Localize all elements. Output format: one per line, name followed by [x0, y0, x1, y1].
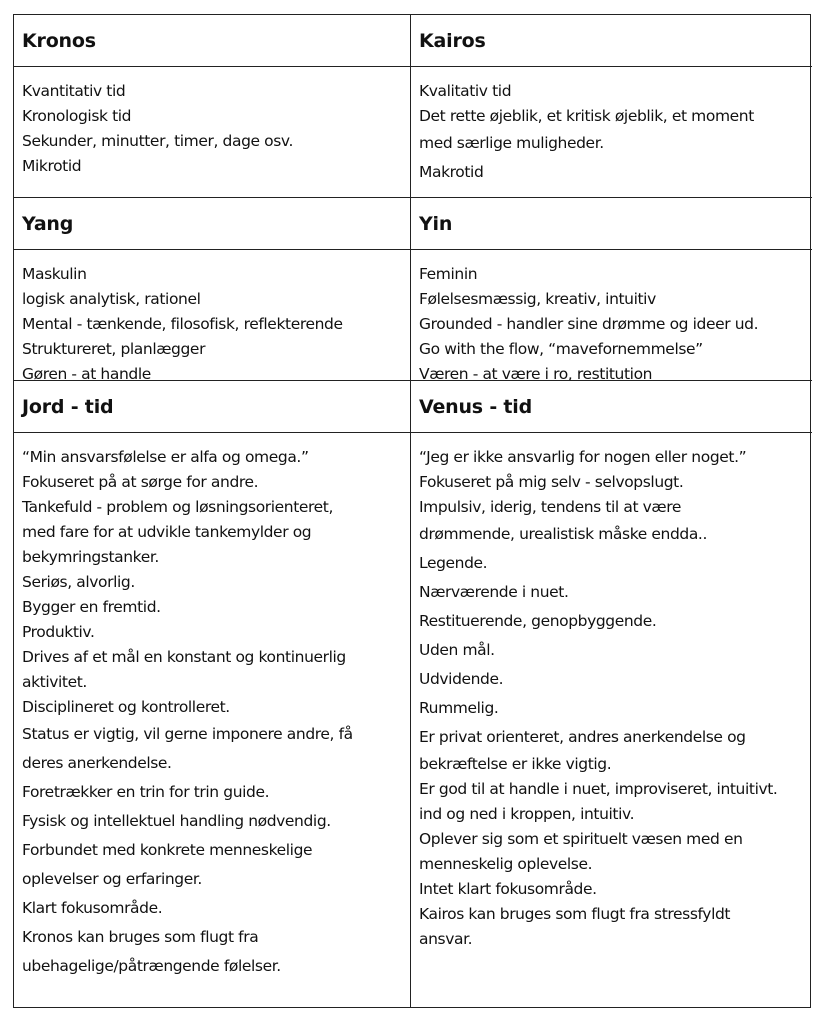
text-line: “Jeg er ikke ansvarlig for nogen eller noget.” [419, 448, 747, 466]
cell-kairos-body [411, 67, 812, 198]
text-line: Fokuseret på at sørge for andre. [22, 473, 259, 491]
heading-text: Kronos [22, 29, 96, 52]
text-line: Mental - tænkende, filosofisk, reflekterende [22, 315, 343, 333]
text-line: med fare for at udvikle tankemylder og [22, 523, 312, 541]
text-line: Go with the flow, “mavefornemmelse” [419, 340, 703, 358]
text-line: logisk analytisk, rationel [22, 290, 201, 308]
text-line: Fysisk og intellektuel handling nødvendig. [22, 812, 331, 830]
cell-yang-body [14, 250, 411, 381]
text-line: Følelsesmæssig, kreativ, intuitiv [419, 290, 656, 308]
text-line: Udvidende. [419, 670, 504, 688]
text-line: Feminin [419, 265, 478, 283]
text-line: Klart fokusområde. [22, 899, 163, 917]
text-line: Impulsiv, iderig, tendens til at være [419, 498, 682, 516]
text-line: Status er vigtig, vil gerne imponere andre, få [22, 725, 353, 743]
text-line: Restituerende, genopbyggende. [419, 612, 657, 630]
text-line: Sekunder, minutter, timer, dage osv. [22, 132, 294, 150]
cell-yin-body [411, 250, 812, 381]
text-line: Rummelig. [419, 699, 499, 717]
cell-jord-tid-body [14, 433, 411, 1007]
text-line: deres anerkendelse. [22, 754, 172, 772]
text-line: Er privat orienteret, andres anerkendelse og [419, 728, 746, 746]
text-line: ind og ned i kroppen, intuitiv. [419, 805, 635, 823]
text-line: ansvar. [419, 930, 473, 948]
cell-kronos-body [14, 67, 411, 198]
text-line: Seriøs, alvorlig. [22, 573, 135, 591]
text-line: Grounded - handler sine drømme og ideer ud. [419, 315, 759, 333]
text-line: bekymringstanker. [22, 548, 159, 566]
text-line: Nærværende i nuet. [419, 583, 569, 601]
heading-text: Jord - tid [22, 395, 114, 418]
text-line: Tankefuld - problem og løsningsorienteret, [22, 498, 334, 516]
text-line: menneskelig oplevelse. [419, 855, 593, 873]
text-line: Kairos kan bruges som flugt fra stressfyldt [419, 905, 731, 923]
text-line: Væren - at være i ro, restitution [419, 365, 653, 381]
heading-text: Yin [419, 212, 453, 235]
heading-venus-tid [411, 381, 812, 433]
heading-text: Venus - tid [419, 395, 533, 418]
text-line: Kronologisk tid [22, 107, 132, 125]
text-line: Foretrækker en trin for trin guide. [22, 783, 270, 801]
text-line: Oplever sig som et spirituelt væsen med en [419, 830, 743, 848]
text-line: aktivitet. [22, 673, 87, 691]
text-line: Fokuseret på mig selv - selvopslugt. [419, 473, 684, 491]
heading-kairos [411, 15, 812, 67]
heading-yin [411, 198, 812, 250]
heading-jord-tid [14, 381, 411, 433]
text-line: Bygger en fremtid. [22, 598, 161, 616]
text-line: Legende. [419, 554, 488, 572]
text-line: ubehagelige/påtrængende følelser. [22, 957, 281, 975]
comparison-table [13, 14, 811, 1008]
text-line: Drives af et mål en konstant og kontinuerlig [22, 648, 346, 666]
text-line: Kvantitativ tid [22, 82, 126, 100]
text-line: Forbundet med konkrete menneskelige [22, 841, 313, 859]
text-line: Kronos kan bruges som flugt fra [22, 928, 259, 946]
text-line: Makrotid [419, 163, 484, 181]
text-line: Gøren - at handle [22, 365, 151, 381]
heading-kronos [14, 15, 411, 67]
heading-yang [14, 198, 411, 250]
cell-venus-tid-body [411, 433, 812, 1007]
text-line: bekræftelse er ikke vigtig. [419, 755, 612, 773]
text-line: Struktureret, planlægger [22, 340, 206, 358]
text-line: Maskulin [22, 265, 87, 283]
text-line: drømmende, urealistisk måske endda.. [419, 525, 707, 543]
text-line: Produktiv. [22, 623, 95, 641]
text-line: Er god til at handle i nuet, improviseret, intuitivt. [419, 780, 778, 798]
heading-text: Yang [22, 212, 74, 235]
heading-text: Kairos [419, 29, 486, 52]
text-line: Intet klart fokusområde. [419, 880, 597, 898]
text-line: Mikrotid [22, 157, 82, 175]
text-line: Disciplineret og kontrolleret. [22, 698, 230, 716]
text-line: oplevelser og erfaringer. [22, 870, 202, 888]
text-line: Det rette øjeblik, et kritisk øjeblik, et moment [419, 107, 754, 125]
text-line: Uden mål. [419, 641, 495, 659]
text-line: “Min ansvarsfølelse er alfa og omega.” [22, 448, 309, 466]
text-line: Kvalitativ tid [419, 82, 512, 100]
text-line: med særlige muligheder. [419, 134, 604, 152]
